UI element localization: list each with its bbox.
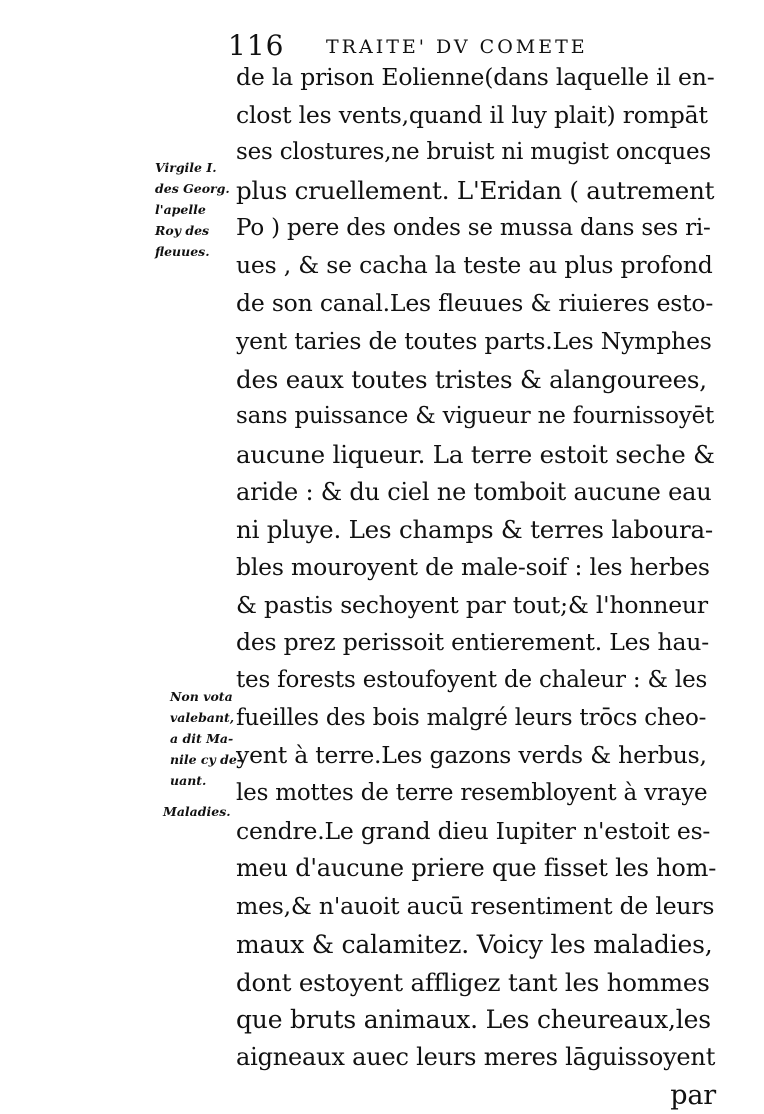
body-text <box>236 59 716 1114</box>
text-line: & pastis sechoyent par tout;& l'honneur <box>236 590 708 619</box>
text-line: aucune liqueur. La terre estoit seche & <box>236 439 715 469</box>
text-line: yent taries de toutes parts.Les Nymphes <box>236 326 712 355</box>
margin-note-virgile <box>155 157 230 262</box>
running-head: TRAITE' DV COMETE <box>326 36 588 58</box>
page-number: 116 <box>228 29 285 62</box>
margin-note-line: des Georg. <box>155 181 230 196</box>
text-line: maux & calamitez. Voicy les maladies, <box>236 929 713 959</box>
text-line: mes,& n'auoit aucū resentiment de leurs <box>236 892 715 921</box>
text-line: ses clostures,ne bruist ni mugist oncques <box>236 139 712 166</box>
text-line: tes forests estoufoyent de chaleur : & les <box>236 667 708 693</box>
text-line: ni pluye. Les champs & terres laboura- <box>236 515 714 545</box>
margin-note-maladies <box>163 801 231 822</box>
text-line: clost les vents,quand il luy plait) rompāt <box>236 100 708 129</box>
text-line: cendre.Le grand dieu Iupiter n'estoit es- <box>236 816 711 845</box>
text-line: bles mouroyent de male-soif : les herbes <box>236 552 710 581</box>
text-line: yent à terre.Les gazons verds & herbus, <box>236 741 707 770</box>
margin-note-line: Maladies. <box>163 804 231 819</box>
margin-note-line: Virgile I. <box>155 160 217 175</box>
text-line: des eaux toutes tristes & alangourees, <box>236 364 707 394</box>
text-line: fueilles des bois malgré leurs trōcs cheo- <box>236 704 707 731</box>
text-line: plus cruellement. L'Eridan ( autrement <box>236 176 715 206</box>
catchword: par <box>670 1079 716 1111</box>
text-line: des prez perissoit entierement. Les hau- <box>236 628 709 657</box>
margin-note-line: fleuues. <box>155 244 210 259</box>
text-line: aigneaux auec leurs meres lāguissoyent <box>236 1042 716 1071</box>
text-line: meu d'aucune priere que fisset les hom- <box>236 854 717 883</box>
text-line: sans puissance & vigueur ne fournissoyēt <box>236 403 715 430</box>
text-line: que bruts animaux. Les cheureaux,les <box>236 1005 711 1035</box>
text-line: ues , & se cacha la teste au plus profond <box>236 251 713 280</box>
margin-note-line: Roy des <box>155 223 210 238</box>
text-line: aride : & du ciel ne tomboit aucune eau <box>236 477 712 506</box>
margin-note-line: nile cy de- <box>170 752 242 767</box>
text-line: de la prison Eolienne(dans laquelle il en- <box>236 63 715 91</box>
text-line: Po ) pere des ondes se mussa dans ses ri- <box>236 214 711 241</box>
margin-note-non-vota <box>170 686 242 791</box>
margin-note-line: valebant, <box>170 710 235 725</box>
margin-note-line: Non vota <box>170 689 233 704</box>
text-line: de son canal.Les fleuues & riuieres esto- <box>236 289 714 318</box>
margin-note-line: a dit Ma- <box>170 731 234 746</box>
margin-note-line: l'apelle <box>155 202 206 217</box>
text-line: dont estoyent affligez tant les hommes <box>236 967 710 997</box>
text-line: les mottes de terre resembloyent à vraye <box>236 780 708 807</box>
margin-note-line: uant. <box>170 773 207 788</box>
